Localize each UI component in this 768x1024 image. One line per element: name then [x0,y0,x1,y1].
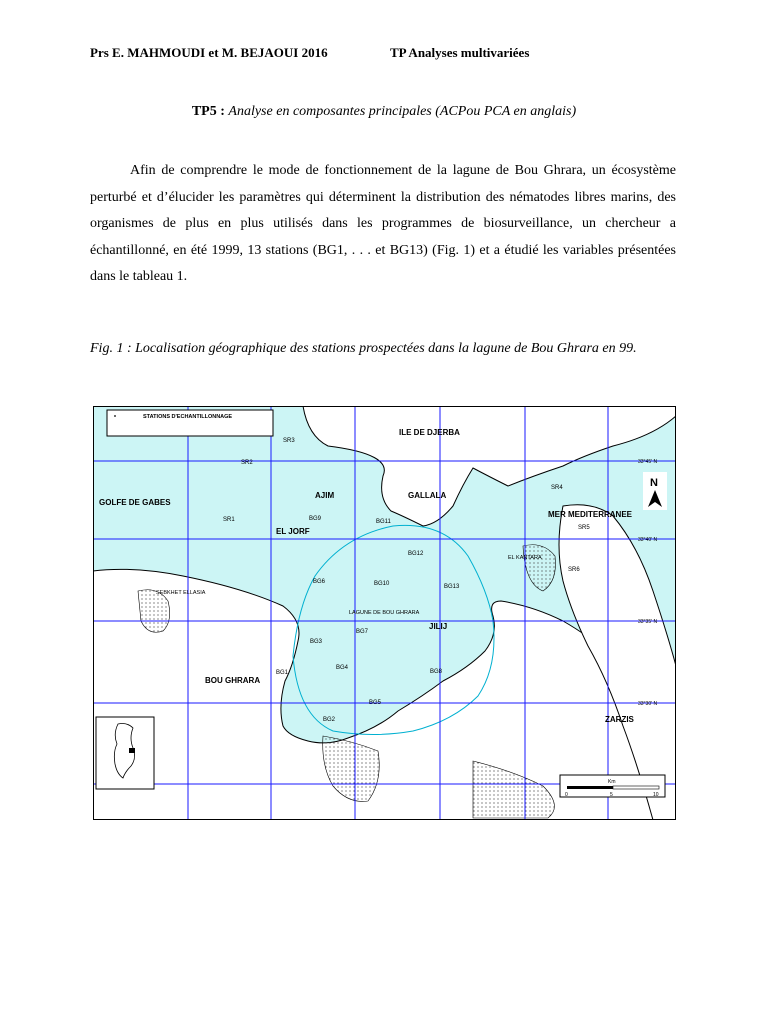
label-sebkhet: SEBKHET ELLASIA [156,590,206,596]
inset-map [96,717,154,789]
label-bou-ghrara: BOU GHRARA [205,676,261,685]
north-label: N [650,477,658,489]
station-sr2: SR2 [241,460,253,466]
station-bg13: BG13 [444,584,460,590]
station-sr1: SR1 [223,517,235,523]
lat-label-3: 33°35' N [638,619,658,625]
station-bg3: BG3 [310,639,323,645]
label-gallala: GALLALA [408,491,447,500]
scale-unit: Km [608,779,616,785]
label-zarzis: ZARZIS [605,715,634,724]
station-bg4: BG4 [336,665,349,671]
page-header [90,45,530,61]
station-sr5: SR5 [578,525,590,531]
station-sr4: SR4 [551,485,563,491]
section-title [0,104,768,120]
station-bg1: BG1 [276,670,289,676]
title-text: Analyse en composantes principales (ACPou PCA en anglais) [228,104,577,119]
label-golfe-gabes: GOLFE DE GABES [99,498,171,507]
station-sr6: SR6 [568,567,580,573]
header-course: TP Analyses multivariées [390,45,530,60]
label-el-jorf: EL JORF [276,527,310,536]
label-mer-med: MER MEDITERRANEE [548,510,633,519]
title-label: TP5 : [191,104,225,119]
station-bg8: BG8 [430,669,443,675]
figure-caption: Fig. 1 : Localisation géographique des stations prospectées dans la lagune de Bou Ghrara en 99. [90,341,637,356]
scale-mid: 5 [610,792,613,798]
station-sr3: SR3 [283,438,295,444]
station-bg12: BG12 [408,551,424,557]
station-bg10: BG10 [374,581,390,587]
lat-label-1: 33°45' N [638,459,658,465]
station-bg9: BG9 [309,516,322,522]
study-area-map [93,406,676,820]
station-bg7: BG7 [356,629,369,635]
station-bg5: BG5 [369,700,382,706]
legend-label: STATIONS D'ECHANTILLONNAGE [143,414,233,420]
station-bg2: BG2 [323,717,336,723]
label-jilij: JILIJ [429,622,448,631]
scale-min: 0 [565,792,568,798]
label-ajim: AJIM [315,491,335,500]
intro-paragraph: Afin de comprendre le mode de fonctionnement de la lagune de Bou Ghrara, un écosystème perturbé et d’élucider les paramètres qui déterminent la distribution des nématodes libres marins, des organismes de plus en plus utilisés dans les programmes de biosurveillance, un chercheur a échantillonné, en été 1999, 13 stations (BG1, . . . et BG13) (Fig. 1) et a étudié les variables présentées dans le tableau 1. [90,163,676,284]
north-arrow [643,472,667,510]
label-lagune: LAGUNE DE BOU GHRARA [349,610,420,616]
lat-label-2: 33°40' N [638,537,658,543]
label-ile-djerba: ILE DE DJERBA [399,428,460,437]
legend-marker [114,415,116,417]
lat-label-4: 33°30' N [638,701,658,707]
label-el-kantara: EL KANTARA [508,555,542,561]
scale-max: 10 [653,792,659,798]
station-bg11: BG11 [376,519,391,525]
scale-bar [560,775,665,798]
station-bg6: BG6 [313,579,326,585]
header-authors: Prs E. MAHMOUDI et M. BEJAOUI 2016 [90,45,328,60]
